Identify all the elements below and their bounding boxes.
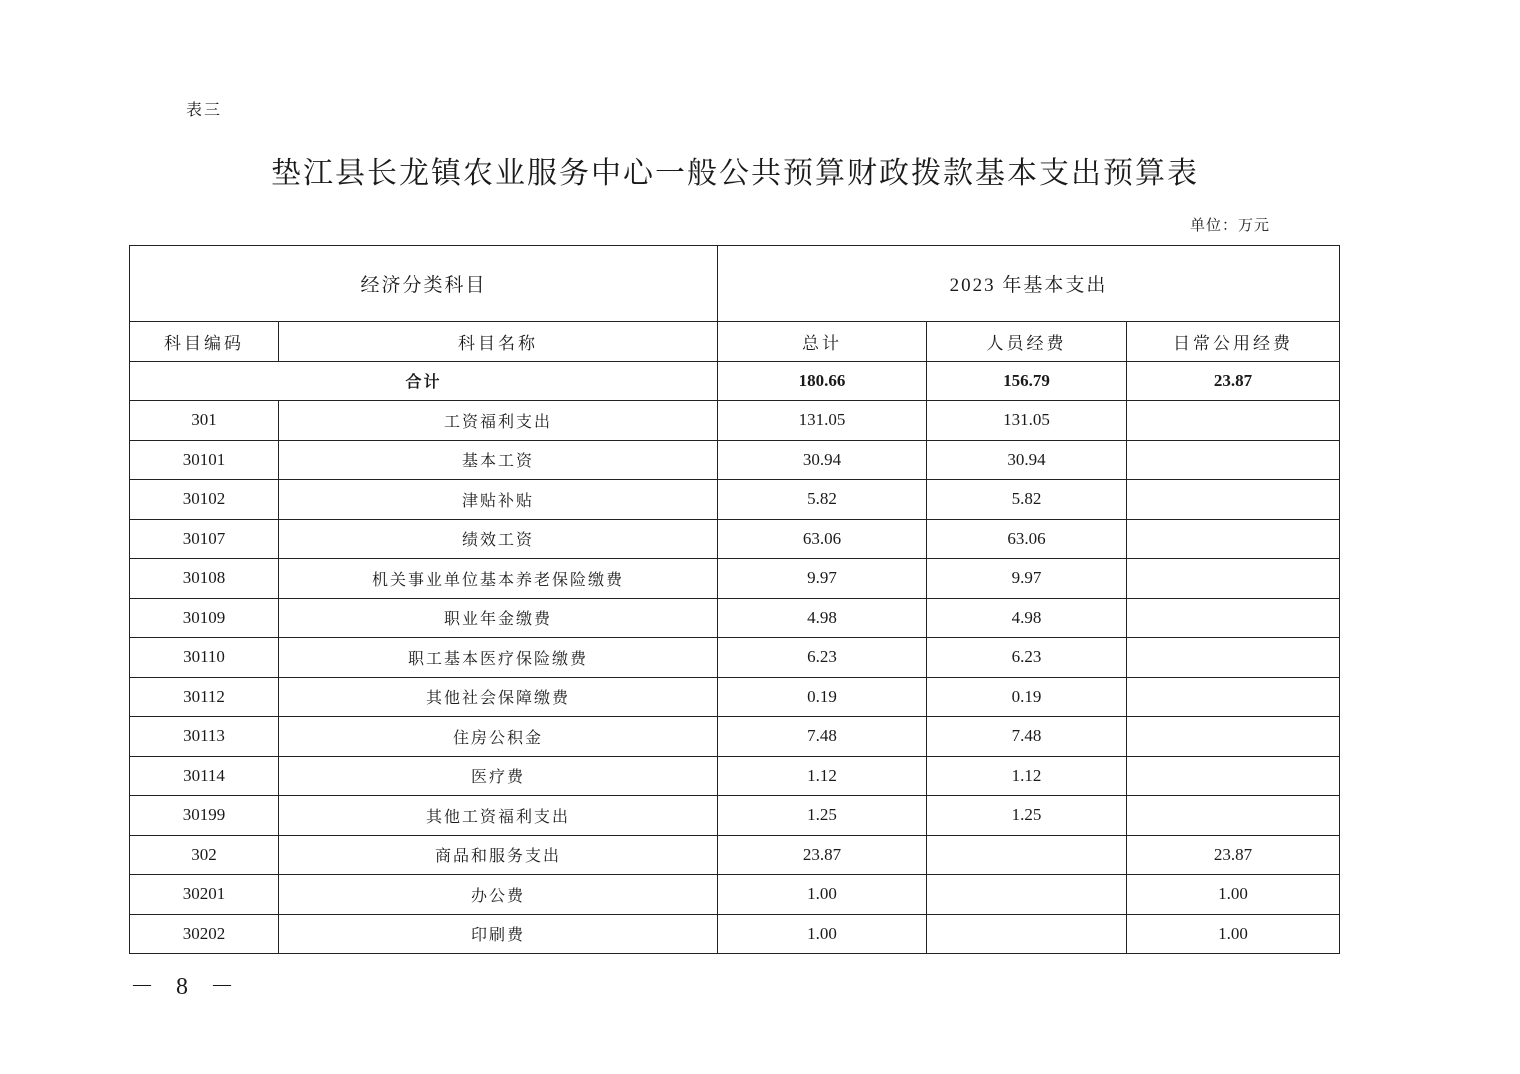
cell-name: 其他社会保障缴费 — [279, 677, 718, 717]
table-row — [130, 480, 1340, 520]
cell-public — [1127, 480, 1340, 520]
column-header-name: 科目名称 — [279, 322, 718, 362]
table-row — [130, 440, 1340, 480]
cell-code: 30202 — [130, 914, 279, 954]
cell-public — [1127, 440, 1340, 480]
cell-total: 30.94 — [718, 440, 927, 480]
cell-personnel: 7.48 — [927, 717, 1127, 757]
cell-total: 63.06 — [718, 519, 927, 559]
cell-name: 津贴补贴 — [279, 480, 718, 520]
cell-personnel: 0.19 — [927, 677, 1127, 717]
cell-total: 7.48 — [718, 717, 927, 757]
table-row — [130, 638, 1340, 678]
cell-total: 1.25 — [718, 796, 927, 836]
column-header-code: 科目编码 — [130, 322, 279, 362]
cell-total: 6.23 — [718, 638, 927, 678]
table-row — [130, 717, 1340, 757]
cell-code: 30110 — [130, 638, 279, 678]
cell-personnel — [927, 835, 1127, 875]
table-label: 表三 — [186, 100, 223, 119]
table-row — [130, 519, 1340, 559]
header-economic-category: 经济分类科目 — [130, 246, 718, 322]
cell-public: 23.87 — [1127, 835, 1340, 875]
unit-label: 单位：万元 — [1190, 216, 1271, 234]
cell-name: 机关事业单位基本养老保险缴费 — [279, 559, 718, 599]
cell-name: 职业年金缴费 — [279, 598, 718, 638]
cell-public — [1127, 401, 1340, 441]
page-title: 垫江县长龙镇农业服务中心一般公共预算财政拨款基本支出预算表 — [271, 156, 1199, 191]
cell-code: 302 — [130, 835, 279, 875]
cell-personnel: 131.05 — [927, 401, 1127, 441]
cell-code: 30112 — [130, 677, 279, 717]
cell-code: 30109 — [130, 598, 279, 638]
cell-total: 23.87 — [718, 835, 927, 875]
cell-public — [1127, 756, 1340, 796]
total-label: 合计 — [130, 361, 718, 401]
cell-name: 绩效工资 — [279, 519, 718, 559]
total-public: 23.87 — [1127, 361, 1340, 401]
cell-name: 基本工资 — [279, 440, 718, 480]
cell-name: 商品和服务支出 — [279, 835, 718, 875]
cell-personnel — [927, 875, 1127, 915]
cell-personnel: 1.12 — [927, 756, 1127, 796]
cell-public: 1.00 — [1127, 875, 1340, 915]
cell-personnel — [927, 914, 1127, 954]
cell-code: 30114 — [130, 756, 279, 796]
cell-total: 1.00 — [718, 875, 927, 915]
cell-name: 职工基本医疗保险缴费 — [279, 638, 718, 678]
page-number: － 8 － — [130, 974, 242, 1000]
cell-personnel: 4.98 — [927, 598, 1127, 638]
cell-personnel: 63.06 — [927, 519, 1127, 559]
cell-personnel: 30.94 — [927, 440, 1127, 480]
cell-total: 131.05 — [718, 401, 927, 441]
cell-total: 9.97 — [718, 559, 927, 599]
cell-code: 30107 — [130, 519, 279, 559]
table-row — [130, 677, 1340, 717]
column-header-row — [130, 322, 1340, 362]
cell-name: 其他工资福利支出 — [279, 796, 718, 836]
cell-public — [1127, 796, 1340, 836]
header-basic-expenditure: 2023 年基本支出 — [718, 246, 1340, 322]
cell-public: 1.00 — [1127, 914, 1340, 954]
cell-public — [1127, 559, 1340, 599]
cell-name: 医疗费 — [279, 756, 718, 796]
total-sum: 180.66 — [718, 361, 927, 401]
cell-public — [1127, 519, 1340, 559]
cell-code: 30102 — [130, 480, 279, 520]
cell-personnel: 1.25 — [927, 796, 1127, 836]
total-personnel: 156.79 — [927, 361, 1127, 401]
cell-total: 0.19 — [718, 677, 927, 717]
cell-personnel: 9.97 — [927, 559, 1127, 599]
cell-code: 301 — [130, 401, 279, 441]
table-row — [130, 401, 1340, 441]
cell-code: 30199 — [130, 796, 279, 836]
cell-name: 工资福利支出 — [279, 401, 718, 441]
cell-public — [1127, 598, 1340, 638]
column-header-total: 总计 — [718, 322, 927, 362]
cell-total: 1.12 — [718, 756, 927, 796]
table-row — [130, 756, 1340, 796]
column-header-personnel: 人员经费 — [927, 322, 1127, 362]
budget-table — [129, 245, 1340, 954]
cell-code: 30101 — [130, 440, 279, 480]
total-row — [130, 361, 1340, 401]
table-row — [130, 796, 1340, 836]
cell-public — [1127, 638, 1340, 678]
cell-personnel: 5.82 — [927, 480, 1127, 520]
cell-personnel: 6.23 — [927, 638, 1127, 678]
cell-public — [1127, 677, 1340, 717]
cell-public — [1127, 717, 1340, 757]
column-header-public: 日常公用经费 — [1127, 322, 1340, 362]
cell-total: 5.82 — [718, 480, 927, 520]
table-row — [130, 598, 1340, 638]
table-row — [130, 875, 1340, 915]
cell-code: 30201 — [130, 875, 279, 915]
cell-name: 住房公积金 — [279, 717, 718, 757]
table-row — [130, 835, 1340, 875]
cell-total: 4.98 — [718, 598, 927, 638]
cell-code: 30108 — [130, 559, 279, 599]
cell-name: 印刷费 — [279, 914, 718, 954]
table-row — [130, 914, 1340, 954]
group-header-row — [130, 246, 1340, 322]
cell-name: 办公费 — [279, 875, 718, 915]
cell-code: 30113 — [130, 717, 279, 757]
cell-total: 1.00 — [718, 914, 927, 954]
table-row — [130, 559, 1340, 599]
